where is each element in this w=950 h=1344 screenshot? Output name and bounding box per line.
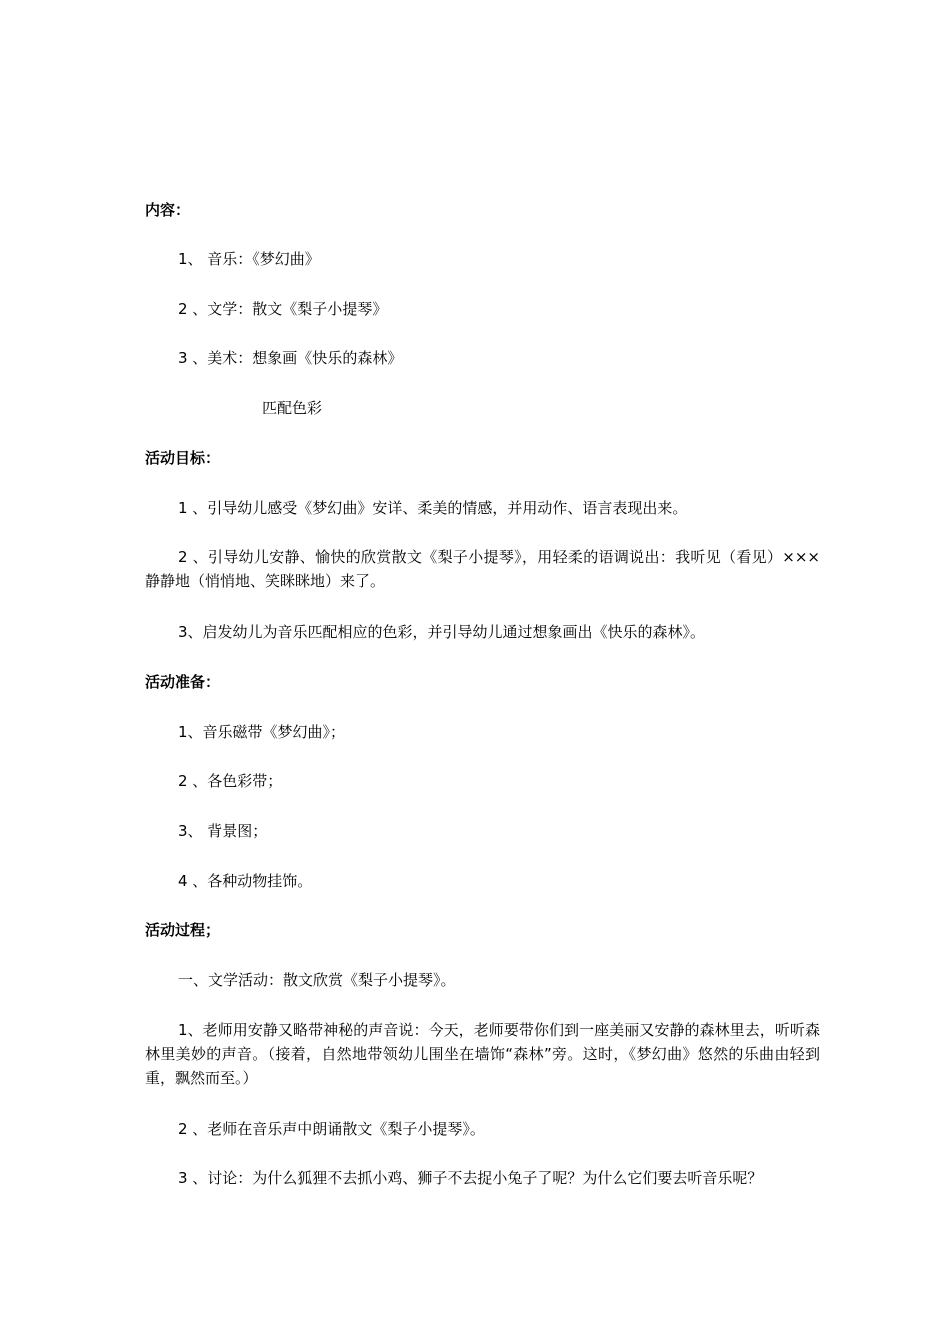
preparation-item-3: 3、 背景图； [178, 822, 268, 840]
preparation-item-2: 2 、各色彩带； [178, 772, 283, 790]
goals-heading: 活动目标： [145, 449, 221, 467]
content-item-2: 2 、文学：散文《梨子小提琴》 [178, 300, 388, 318]
goals-item-2: 2 、引导幼儿安静、愉快的欣赏散文《梨子小提琴》，用轻柔的语调说出：我听见（看见）×××静静地（悄悄地、笑眯眯地）来了。 [145, 548, 820, 590]
process-item-4: 3 、讨论：为什么狐狸不去抓小鸡、狮子不去捉小兔子了呢？为什么它们要去听音乐呢？ [178, 1169, 763, 1187]
content-sub-item: 匹配色彩 [262, 399, 323, 417]
content-heading: 内容： [145, 201, 191, 219]
content-item-1: 1、 音乐：《梦幻曲》 [178, 250, 320, 268]
process-item-3: 2 、老师在音乐声中朗诵散文《梨子小提琴》。 [178, 1120, 485, 1138]
content-item-3: 3 、美术：想象画《快乐的森林》 [178, 349, 403, 367]
goals-item-1: 1 、引导幼儿感受《梦幻曲》安详、柔美的情感，并用动作、语言表现出来。 [178, 499, 688, 517]
process-item-2: 1、老师用安静又略带神秘的声音说：今天，老师要带你们到一座美丽又安静的森林里去，听听森林里美妙的声音。（接着，自然地带领幼儿围坐在墙饰“森林”旁。这时，《梦幻曲》悠然的乐曲由轻到重，飘然而至。） [145, 1021, 820, 1087]
preparation-item-1: 1、音乐磁带《梦幻曲》； [178, 723, 346, 741]
process-heading: 活动过程； [145, 921, 221, 939]
preparation-heading: 活动准备： [145, 673, 221, 691]
goals-item-3: 3、启发幼儿为音乐匹配相应的色彩，并引导幼儿通过想象画出《快乐的森林》。 [178, 623, 706, 641]
process-item-1: 一、文学活动：散文欣赏《梨子小提琴》。 [178, 971, 456, 989]
preparation-item-4: 4 、各种动物挂饰。 [178, 872, 313, 890]
